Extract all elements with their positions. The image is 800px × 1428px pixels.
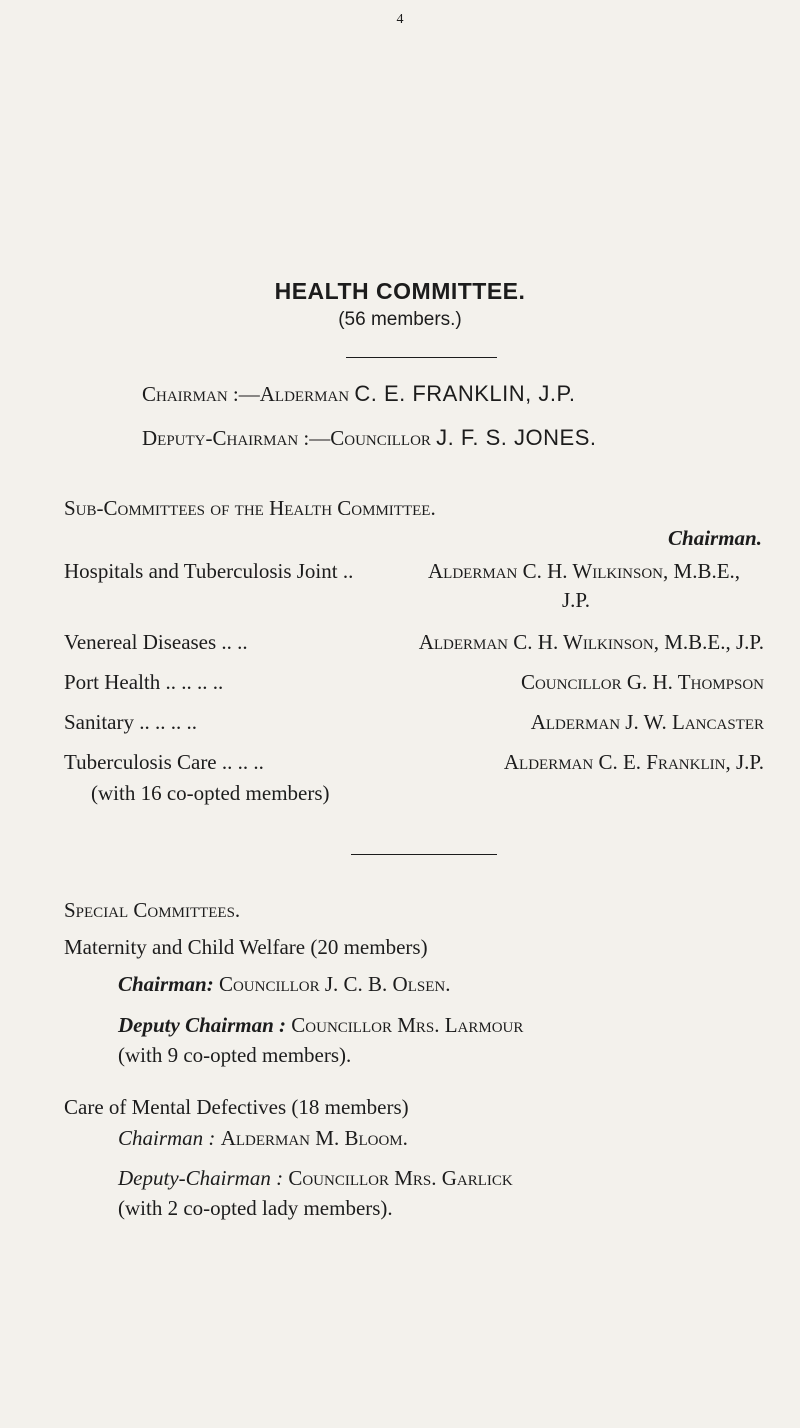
- chairman-name: Councillor J. C. B. Olsen.: [218, 972, 451, 996]
- maternity-note: (with 9 co-opted members).: [118, 1043, 352, 1067]
- subcommittee-chair-sanitary: Alderman J. W. Lancaster: [530, 710, 764, 734]
- subcommittee-chair-hospitals-cont: J.P.: [562, 588, 591, 612]
- deputy-chairman-name: J. F. S. JONES.: [436, 425, 597, 450]
- subcommittee-name-sanitary: Sanitary .. .. .. ..: [64, 710, 197, 734]
- deputy-chairman-line: [142, 425, 596, 451]
- page-number: 4: [396, 12, 404, 27]
- chairman-label: Chairman :—Alderman: [142, 382, 350, 406]
- deputy-chairman-name: Councillor Mrs. Larmour: [291, 1013, 524, 1037]
- deputy-chairman-label: Deputy-Chairman :: [118, 1166, 284, 1190]
- special-committee-name-maternity: Maternity and Child Welfare (20 members): [64, 935, 428, 959]
- subcommittee-name-tuberculosis-care: Tuberculosis Care .. .. ..: [64, 750, 264, 774]
- subcommittee-name-port-health: Port Health .. .. .. ..: [64, 670, 224, 694]
- chairman-column-heading: Chairman.: [668, 526, 762, 550]
- mental-defectives-note: (with 2 co-opted lady members).: [118, 1196, 393, 1220]
- chairman-line: [142, 381, 575, 407]
- chairman-label: Chairman :: [118, 1126, 216, 1150]
- deputy-chairman-label: Deputy Chairman :: [118, 1013, 287, 1037]
- divider: [346, 357, 497, 358]
- deputy-chairman-label: Deputy-Chairman :—Councillor: [142, 426, 431, 450]
- subcommittee-chair-hospitals: Alderman C. H. Wilkinson, M.B.E.,: [428, 559, 741, 583]
- subcommittee-name-venereal: Venereal Diseases .. ..: [64, 630, 248, 654]
- maternity-deputy-line: [118, 1013, 523, 1038]
- divider: [351, 854, 497, 855]
- chairman-name: Alderman M. Bloom.: [220, 1126, 408, 1150]
- mental-defectives-deputy-line: [118, 1166, 513, 1191]
- special-committees-heading: Special Committees.: [64, 898, 241, 922]
- member-count: (56 members.): [338, 309, 462, 330]
- mental-defectives-chairman-line: [118, 1126, 408, 1151]
- maternity-chairman-line: [118, 972, 450, 997]
- subcommittee-chair-venereal: Alderman C. H. Wilkinson, M.B.E., J.P.: [418, 630, 764, 654]
- subcommittee-chair-tuberculosis-care: Alderman C. E. Franklin, J.P.: [503, 750, 764, 774]
- subcommittee-note: (with 16 co-opted members): [91, 781, 330, 805]
- subcommittee-chair-port-health: Councillor G. H. Thompson: [520, 670, 764, 694]
- subcommittee-name-hospitals: Hospitals and Tuberculosis Joint ..: [64, 559, 354, 583]
- special-committee-name-mental-defectives: Care of Mental Defectives (18 members): [64, 1095, 409, 1119]
- subcommittees-heading: Sub-Committees of the Health Committee.: [64, 496, 436, 520]
- page-title: HEALTH COMMITTEE.: [274, 278, 526, 304]
- deputy-chairman-name: Councillor Mrs. Garlick: [288, 1166, 513, 1190]
- chairman-label: Chairman:: [118, 972, 214, 996]
- chairman-name: C. E. FRANKLIN, J.P.: [354, 381, 576, 406]
